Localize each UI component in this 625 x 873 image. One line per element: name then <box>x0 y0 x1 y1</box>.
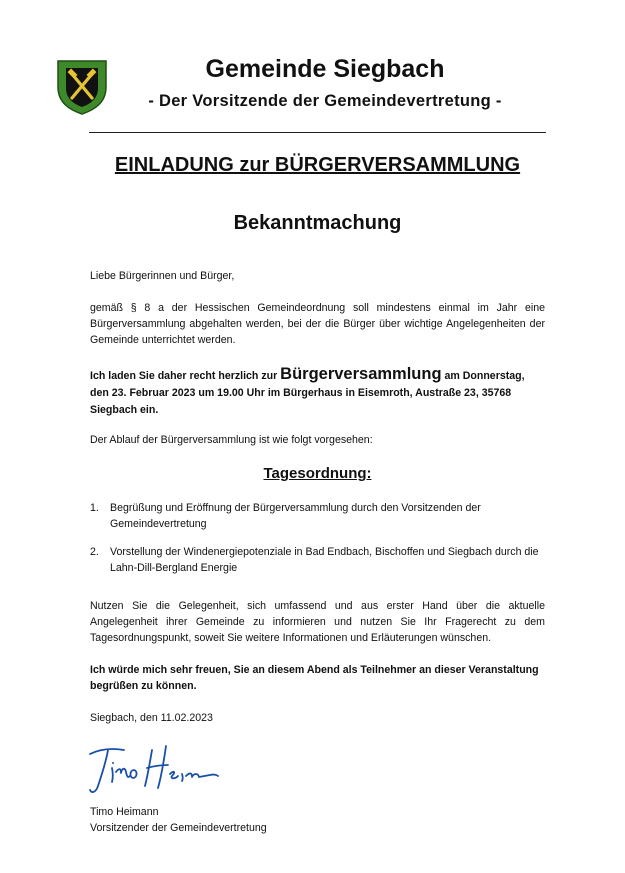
closing-bold-paragraph: Ich würde mich sehr freuen, Sie an diesem Abend als Teilnehmer an dieser Veranstaltung begrüßen zu können. <box>90 664 539 692</box>
agenda-item-number: 2. <box>90 546 99 558</box>
agenda-item-text: Begrüßung und Eröffnung der Bürgerversammlung durch den Vorsitzenden der Gemeindevertretung <box>110 502 481 530</box>
invitation-highlight: Bürgerversammlung <box>280 365 442 383</box>
agenda-title: Tagesordnung: <box>263 465 372 482</box>
salutation: Liebe Bürgerinnen und Bürger, <box>90 270 235 282</box>
page-title: Gemeinde Siegbach <box>205 55 445 83</box>
document-subheading: Bekanntmachung <box>233 212 402 234</box>
header-divider <box>89 132 546 133</box>
place-date: Siegbach, den 11.02.2023 <box>90 712 213 724</box>
invitation-text-before: Ich laden Sie daher recht herzlich zur <box>90 370 281 382</box>
agenda-item <box>90 500 545 532</box>
invitation-text-after: am Donnerstag, den 23. Februar 2023 um 19.00 Uhr im Bürgerhaus in Eisemroth, Austraße 23, 35768 Siegbach ein. <box>90 370 525 416</box>
handwritten-signature <box>86 740 221 795</box>
page-subtitle: - Der Vorsitzende der Gemeindevertretung - <box>148 92 502 110</box>
closing-paragraph: Nutzen Sie die Gelegenheit, sich umfassend und aus erster Hand über die aktuelle Angelegenheit ihrer Gemeinde zu informieren und nutzen Sie Ihr Fragerecht zu dem Tagesordnungspunkt, soweit Sie weitere Informationen und Erläuterungen wünschen. <box>90 600 545 644</box>
agenda-intro: Der Ablauf der Bürgerversammlung ist wie folgt vorgesehen: <box>90 434 373 446</box>
signer-role: Vorsitzender der Gemeindevertretung <box>90 822 267 834</box>
intro-paragraph: gemäß § 8 a der Hessischen Gemeindeordnung soll mindestens einmal im Jahr eine Bürgerversammlung abgehalten werden, bei der die Bürger über wichtige Angelegenheiten der Gemeinde unterrichtet werden. <box>90 302 545 346</box>
agenda-item-number: 1. <box>90 502 99 514</box>
agenda-item-text: Vorstellung der Windenergiepotenziale in Bad Endbach, Bischoffen und Siegbach durch die Lahn-Dill-Bergland Energie <box>110 546 539 574</box>
signer-name: Timo Heimann <box>90 806 159 818</box>
municipal-coat-of-arms-icon <box>56 57 108 115</box>
document-heading: EINLADUNG zur BÜRGERVERSAMMLUNG <box>114 154 521 176</box>
agenda-item <box>90 544 545 576</box>
invitation-paragraph <box>90 366 545 419</box>
